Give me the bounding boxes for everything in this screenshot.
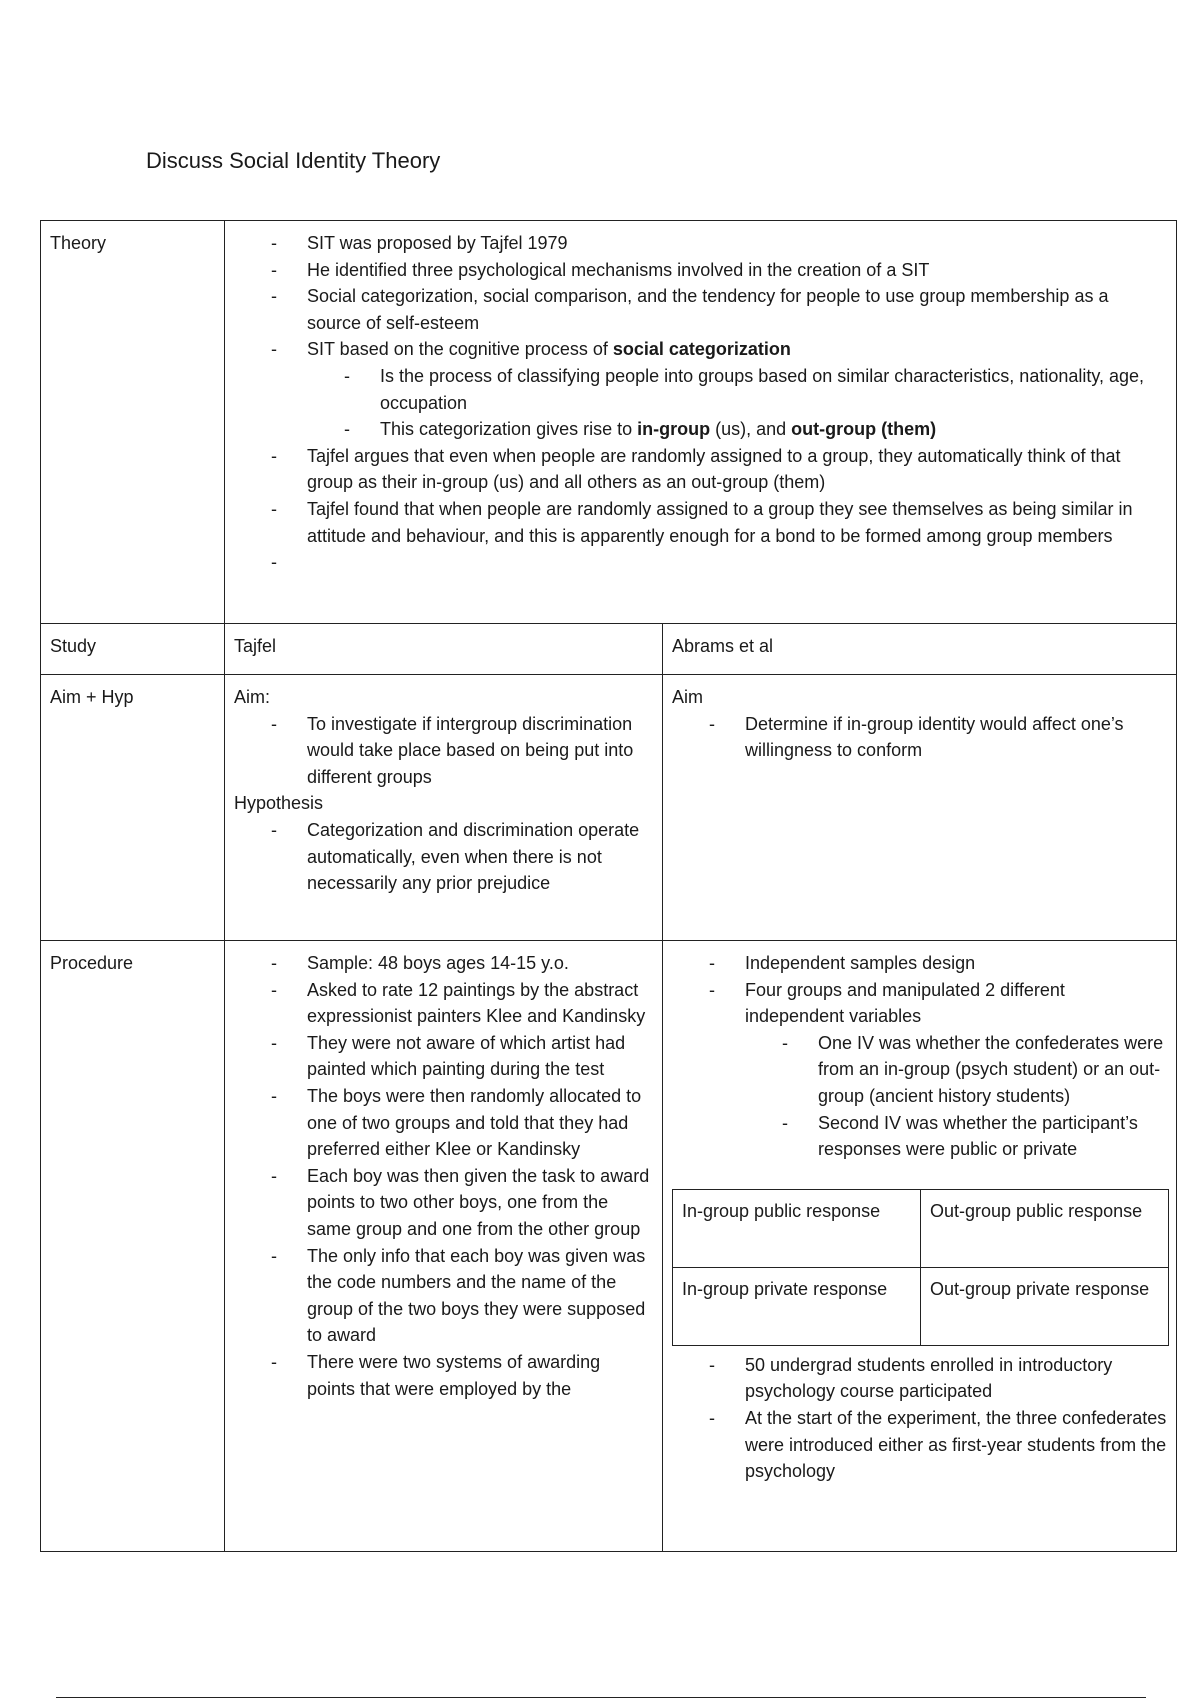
footer-divider [56, 1697, 1146, 1698]
procedure-list [672, 950, 1167, 1163]
study-right: Abrams et al [663, 624, 1177, 675]
conditions-grid [672, 1189, 1169, 1346]
grid-cell: Out-group private response [921, 1267, 1169, 1345]
list-item: - Asked to rate 12 paintings by the abstract expressionist painters Klee and Kandinsky [234, 977, 653, 1030]
list-item: - SIT was proposed by Tajfel 1979 [234, 230, 1167, 257]
study-row [41, 624, 1177, 675]
list-item-text: SIT based on the cognitive process of [307, 339, 613, 360]
list-item [672, 977, 1167, 1163]
list-item: - He identified three psychological mechanisms involved in the creation of a SIT [234, 257, 1167, 284]
list-item: - Each boy was then given the task to award points to two other boys, one from the same group and one from the other group [234, 1163, 653, 1243]
table-row [673, 1267, 1169, 1345]
list-item: - Social categorization, social comparison, and the tendency for people to use group membership as a source of self-esteem [234, 283, 1167, 336]
list-item: - The boys were then randomly allocated to one of two groups and told that they had preferred either Klee or Kandinsky [234, 1083, 653, 1163]
aim-heading: Aim [672, 687, 703, 707]
procedure-row [41, 941, 1177, 1552]
notes-table [40, 220, 1177, 1552]
list-item: - One IV was whether the confederates were from an in-group (psych student) or an out-group (ancient history students) [745, 1030, 1167, 1110]
procedure-right [663, 941, 1177, 1552]
aim-list [234, 711, 653, 791]
procedure-left [225, 941, 663, 1552]
sub-list [307, 363, 1167, 443]
list-item: - Is the process of classifying people into groups based on similar characteristics, nationality, age, occupation [307, 363, 1167, 416]
aim-label: Aim + Hyp [41, 675, 225, 941]
table-row [673, 1189, 1169, 1267]
grid-cell: In-group private response [673, 1267, 921, 1345]
bold-term: social categorization [612, 339, 791, 360]
list-item-text: Four groups and manipulated 2 different independent variables [745, 979, 1065, 1027]
aim-heading: Aim: [234, 687, 270, 707]
list-item: - The only info that each boy was given was the code numbers and the name of the group of the two boys they were supposed to award [234, 1243, 653, 1349]
list-item: - They were not aware of which artist had painted which painting during the test [234, 1030, 653, 1083]
hypothesis-list [234, 817, 653, 897]
bold-term: out-group (them) [791, 419, 937, 440]
list-item-text: (us), and [710, 419, 792, 440]
hypothesis-heading: Hypothesis [234, 793, 324, 814]
list-item: - 50 undergrad students enrolled in introductory psychology course participated [672, 1352, 1167, 1405]
list-item: - Categorization and discrimination operate automatically, even when there is not necessarily any prior prejudice [234, 817, 653, 897]
procedure-label: Procedure [41, 941, 225, 1552]
bold-term: in-group [637, 419, 711, 440]
empty-list-item [234, 549, 1167, 575]
list-item: - Tajfel found that when people are randomly assigned to a group they see themselves as being similar in attitude and behaviour, and this is apparently enough for a bond to be formed among group members [234, 496, 1167, 549]
list-item-text: This categorization gives rise to [380, 419, 638, 440]
list-item: - Determine if in-group identity would affect one’s willingness to conform [672, 711, 1167, 764]
theory-row [41, 221, 1177, 624]
aim-list [672, 711, 1167, 764]
grid-cell: In-group public response [673, 1189, 921, 1267]
list-item: - To investigate if intergroup discrimination would take place based on being put into different groups [234, 711, 653, 791]
procedure-list [234, 950, 653, 1402]
study-label: Study [41, 624, 225, 675]
theory-label: Theory [41, 221, 225, 624]
grid-cell: Out-group public response [921, 1189, 1169, 1267]
list-item: - Second IV was whether the participant’s responses were public or private [745, 1110, 1167, 1163]
theory-content [225, 221, 1177, 624]
page-title: Discuss Social Identity Theory [146, 148, 441, 173]
list-item: - There were two systems of awarding points that were employed by the [234, 1349, 653, 1402]
list-item: - Tajfel argues that even when people are randomly assigned to a group, they automatically think of that group as their in-group (us) and all others as an out-group (them) [234, 443, 1167, 496]
aim-right [663, 675, 1177, 941]
list-item [307, 416, 1167, 443]
list-item: - Sample: 48 boys ages 14-15 y.o. [234, 950, 653, 977]
list-item: - Independent samples design [672, 950, 1167, 977]
sub-list [745, 1030, 1167, 1163]
procedure-list [672, 1352, 1167, 1485]
list-item: - At the start of the experiment, the three confederates were introduced either as first-year students from the psychology [672, 1405, 1167, 1485]
study-left: Tajfel [225, 624, 663, 675]
aim-row [41, 675, 1177, 941]
theory-list [234, 230, 1167, 575]
aim-left [225, 675, 663, 941]
list-item [234, 336, 1167, 442]
